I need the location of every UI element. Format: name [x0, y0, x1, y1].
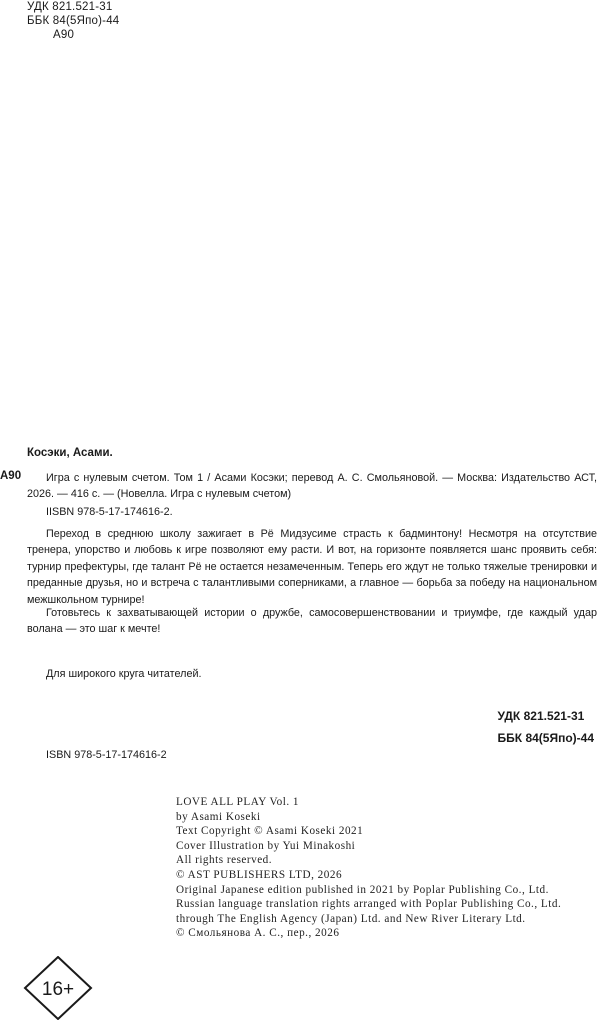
author-mark: А90 — [0, 470, 22, 482]
author-mark-top: А90 — [53, 29, 75, 41]
age-rating-badge — [23, 956, 93, 1020]
annotation-text-2: Готовьтесь к захватывающей истории о дружбе, самосовершенствовании и триумфе, где каждый удар волана — это шаг к мечте! — [27, 607, 597, 636]
imprint-line: LOVE ALL PLAY Vol. 1 — [176, 796, 300, 808]
copyright-imprint — [176, 795, 561, 941]
bibliographic-description — [27, 470, 597, 503]
imprint-line: Russian language translation rights arranged with Poplar Publishing Co., Ltd. — [176, 898, 562, 911]
isbn-footer: ISBN 978-5-17-174616-2 — [46, 749, 167, 761]
isbn-text: IISBN 978-5-17-174616-2. — [46, 506, 173, 518]
bbk-code-top: ББК 84(5Япо)-44 — [27, 15, 120, 27]
top-classification-codes — [27, 0, 119, 42]
bottom-classification-codes — [498, 705, 594, 749]
imprint-line: © AST PUBLISHERS LTD, 2026 — [176, 868, 343, 881]
annotation-paragraph-2 — [27, 605, 597, 638]
bibliographic-text: Игра с нулевым счетом. Том 1 / Асами Косэки; перевод А. С. Смольяновой. — Москва: Издательство АСТ, 2026. — 416 с. — (Новелла. Игра с нулевым счетом) — [27, 472, 597, 501]
age-rating-text: 16+ — [41, 979, 75, 1000]
annotation-paragraph — [27, 526, 597, 608]
audience-note — [27, 666, 597, 682]
imprint-line: Cover Illustration by Yui Minakoshi — [176, 839, 356, 852]
audience-text: Для широкого круга читателей. — [46, 668, 202, 680]
author-heading: Косэки, Асами. — [27, 447, 113, 459]
bbk-code-bottom: ББК 84(5Япо)-44 — [497, 731, 594, 745]
udk-code-top: УДК 821.521-31 — [27, 1, 113, 13]
imprint-line: Text Copyright © Asami Koseki 2021 — [176, 825, 364, 838]
imprint-line: © Смольянова А. С., пер., 2026 — [176, 927, 340, 940]
isbn-line — [27, 504, 597, 520]
imprint-line: All rights reserved. — [176, 854, 273, 867]
udk-code-bottom: УДК 821.521-31 — [497, 709, 585, 723]
imprint-line: by Asami Koseki — [176, 810, 261, 823]
imprint-line: Original Japanese edition published in 2021 by Poplar Publishing Co., Ltd. — [176, 883, 549, 896]
imprint-line: through The English Agency (Japan) Ltd. and New River Literary Ltd. — [176, 912, 526, 925]
annotation-text: Переход в среднюю школу зажигает в Рё Мидзусиме страсть к бадминтону! Несмотря на отсутствие тренера, упорство и любовь к игре позволяют ему расти. И вот, на горизонте появляется шанс проявить себя: турнир префектуры, где талант Рё не остается незамеченным. Теперь его ждут не только тяжелые тренировки и преданные друзья, но и встреча с талантливыми соперниками, а главное — борьба за победу на национальном межшкольном турнире! — [27, 528, 597, 606]
